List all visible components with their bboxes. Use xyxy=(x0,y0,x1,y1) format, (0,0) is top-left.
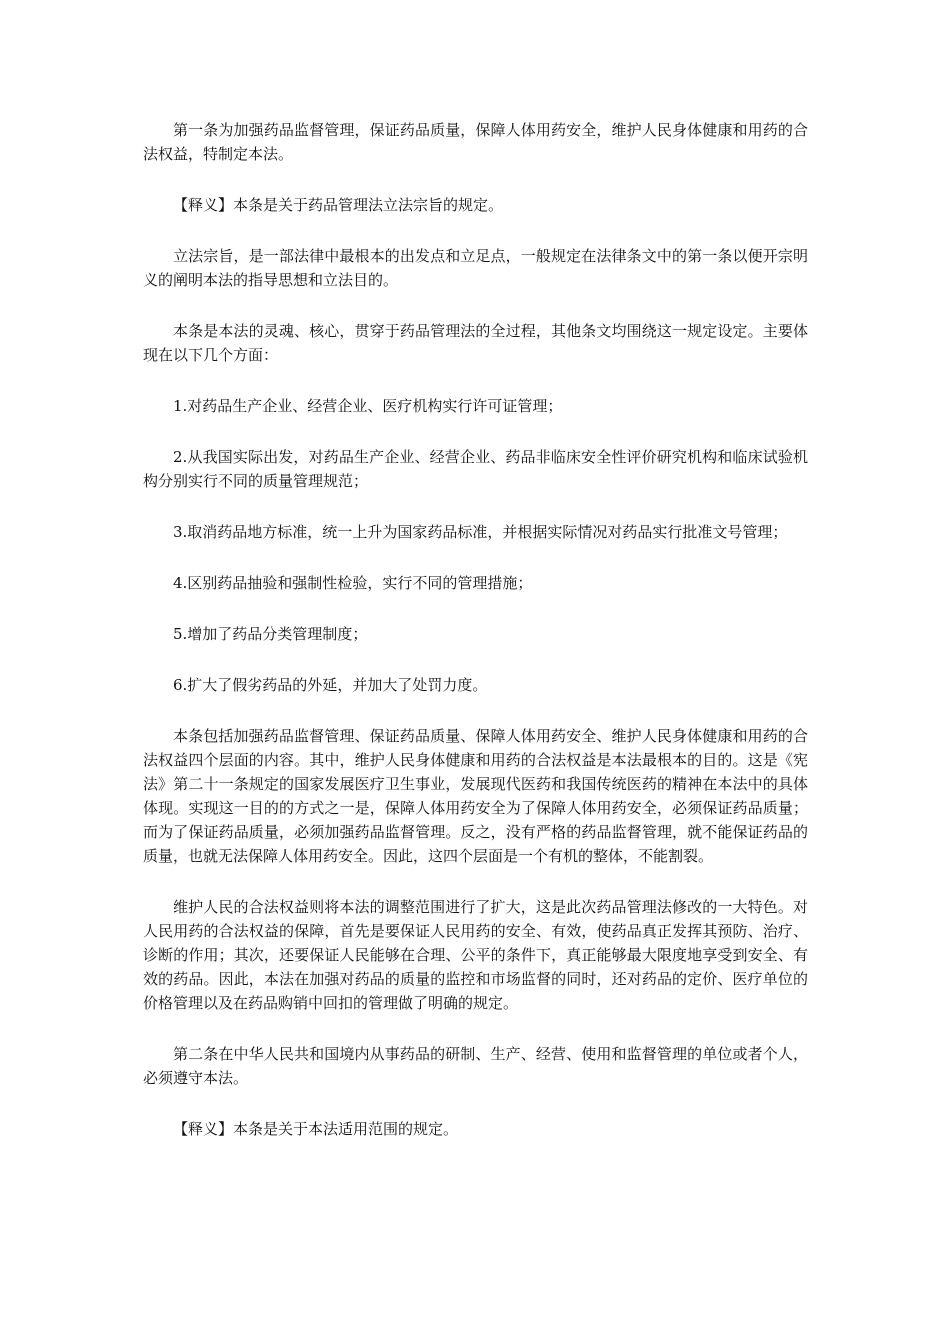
article-1-text: 第一条为加强药品监督管理，保证药品质量，保障人体用药安全，维护人民身体健康和用药的合法权益，特制定本法。 xyxy=(143,121,808,163)
article-2-text: 第二条在中华人民共和国境内从事药品的研制、生产、经营、使用和监督管理的单位或者个人，必须遵守本法。 xyxy=(143,1045,808,1087)
legal-rights-paragraph: 维护人民的合法权益则将本法的调整范围进行了扩大，这是此次药品管理法修改的一大特色。对人民用药的合法权益的保障，首先是要保证人民用药的安全、有效，使药品真正发挥其预防、治疗、诊断的作用；其次，还要保证人民能够在合理、公平的条件下，真正能够最大限度地享受到安全、有效的药品。因此，本法在加强对药品的质量的监控和市场监督的同时，还对药品的定价、医疗单位的价格管理以及在药品购销中回扣的管理做了明确的规定。 xyxy=(143,898,808,1012)
list-item-2: 2.从我国实际出发，对药品生产企业、经营企业、药品非临床安全性评价研究机构和临床试验机构分别实行不同的质量管理规范； xyxy=(143,448,808,490)
list-item-3: 3.取消药品地方标准，统一上升为国家药品标准，并根据实际情况对药品实行批准文号管理； xyxy=(173,523,788,541)
legislative-purpose-paragraph: 立法宗旨，是一部法律中最根本的出发点和立足点，一般规定在法律条文中的第一条以便开宗明义的阐明本法的指导思想和立法目的。 xyxy=(143,247,808,289)
core-aspects-intro-paragraph: 本条是本法的灵魂、核心，贯穿于药品管理法的全过程，其他条文均围绕这一规定设定。主要体现在以下几个方面： xyxy=(143,322,808,364)
four-levels-paragraph: 本条包括加强药品监督管理、保证药品质量、保障人体用药安全、维护人民身体健康和用药的合法权益四个层面的内容。其中，维护人民身体健康和用药的合法权益是本法最根本的目的。这是《宪法》第二十一条规定的国家发展医疗卫生事业，发展现代医药和我国传统医药的精神在本法中的具体体现。实现这一目的的方式之一是，保障人体用药安全为了保障人体用药安全，必须保证药品质量；而为了保证药品质量，必须加强药品监督管理。反之，没有严格的药品监督管理，就不能保证药品的质量，也就无法保障人体用药安全。因此，这四个层面是一个有机的整体，不能割裂。 xyxy=(143,727,808,865)
list-item-5: 5.增加了药品分类管理制度； xyxy=(173,625,368,643)
list-item-6: 6.扩大了假劣药品的外延，并加大了处罚力度。 xyxy=(173,676,488,694)
document-body xyxy=(143,118,808,1168)
article-2-interpretation-heading: 【释义】本条是关于本法适用范围的规定。 xyxy=(173,1120,459,1138)
article-1-interpretation-heading: 【释义】本条是关于药品管理法立法宗旨的规定。 xyxy=(173,196,504,214)
list-item-4: 4.区别药品抽验和强制性检验，实行不同的管理措施； xyxy=(173,574,533,592)
list-item-1: 1.对药品生产企业、经营企业、医疗机构实行许可证管理； xyxy=(173,397,563,415)
